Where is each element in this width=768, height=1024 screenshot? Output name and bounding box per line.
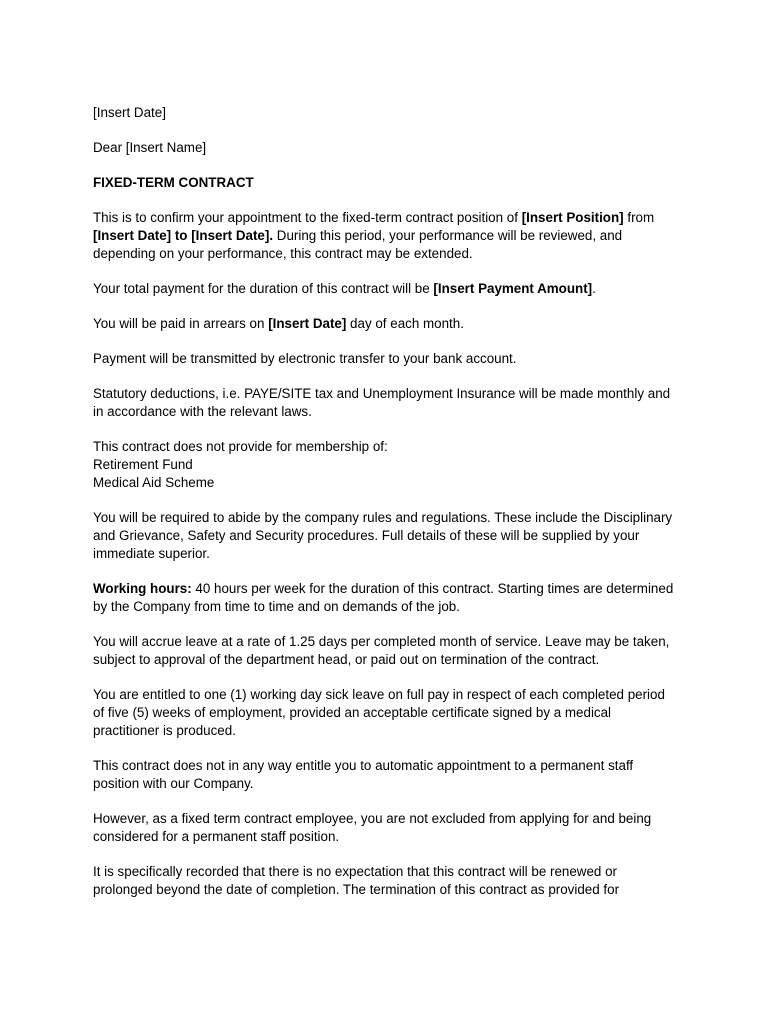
salutation: Dear [Insert Name] (93, 140, 207, 155)
membership-intro: This contract does not provide for membership of: (93, 439, 388, 454)
letter-date: [Insert Date] (93, 105, 166, 120)
paragraph-leave: You will accrue leave at a rate of 1.25 days per completed month of service. Leave may be taken, subject to approval of the department head, or paid out on termination of the contract. (93, 634, 670, 667)
paragraph-text: from (623, 210, 655, 225)
paragraph-renewal: It is specifically recorded that there is no expectation that this contract will be renewed or prolonged beyond the date of completion. The termination of this contract as provided for (93, 864, 620, 897)
paragraph-no-entitlement: This contract does not in any way entitle you to automatic appointment to a permanent staff position with our Company. (93, 758, 634, 791)
paragraph-payment (93, 280, 678, 298)
pay-date-placeholder: [Insert Date] (268, 316, 347, 331)
paragraph-appointment (93, 209, 678, 263)
paragraph-sick-leave: You are entitled to one (1) working day sick leave on full pay in respect of each completed period of five (5) weeks of employment, provided an acceptable certificate signed by a medical practitioner is produced. (93, 687, 665, 738)
list-item: Medical Aid Scheme (93, 475, 215, 490)
paragraph-working-hours (93, 580, 678, 616)
paragraph-membership (93, 438, 678, 492)
payment-placeholder: [Insert Payment Amount] (433, 281, 593, 296)
paragraph-text: During this period, your performance will be reviewed, and depending on your performance, this contract may be extended. (93, 228, 623, 261)
letter-heading: FIXED-TERM CONTRACT (93, 175, 254, 190)
position-placeholder: [Insert Position] (521, 210, 624, 225)
paragraph-text: . (592, 281, 596, 296)
letter-body (93, 104, 678, 899)
paragraph-applying: However, as a fixed term contract employee, you are not excluded from applying for and being considered for a permanent staff position. (93, 811, 652, 844)
paragraph-deductions: Statutory deductions, i.e. PAYE/SITE tax and Unemployment Insurance will be made monthly and in accordance with the relevant laws. (93, 386, 671, 419)
paragraph-text: day of each month. (346, 316, 464, 331)
working-hours-label: Working hours: (93, 581, 192, 596)
paragraph-text: This is to confirm your appointment to the fixed-term contract position of (93, 210, 522, 225)
date-range-placeholder: [Insert Date] to [Insert Date]. (93, 228, 274, 243)
list-item: Retirement Fund (93, 457, 193, 472)
paragraph-text: 40 hours per week for the duration of this contract. Starting times are determined by the Company from time to time and on demands of the job. (93, 581, 674, 614)
paragraph-pay-date (93, 315, 678, 333)
paragraph-text: You will be paid in arrears on (93, 316, 269, 331)
paragraph-rules: You will be required to abide by the company rules and regulations. These include the Disciplinary and Grievance, Safety and Security procedures. Full details of these will be supplied by your immediate superior. (93, 510, 673, 561)
paragraph-transfer: Payment will be transmitted by electronic transfer to your bank account. (93, 351, 517, 366)
paragraph-text: Your total payment for the duration of this contract will be (93, 281, 434, 296)
